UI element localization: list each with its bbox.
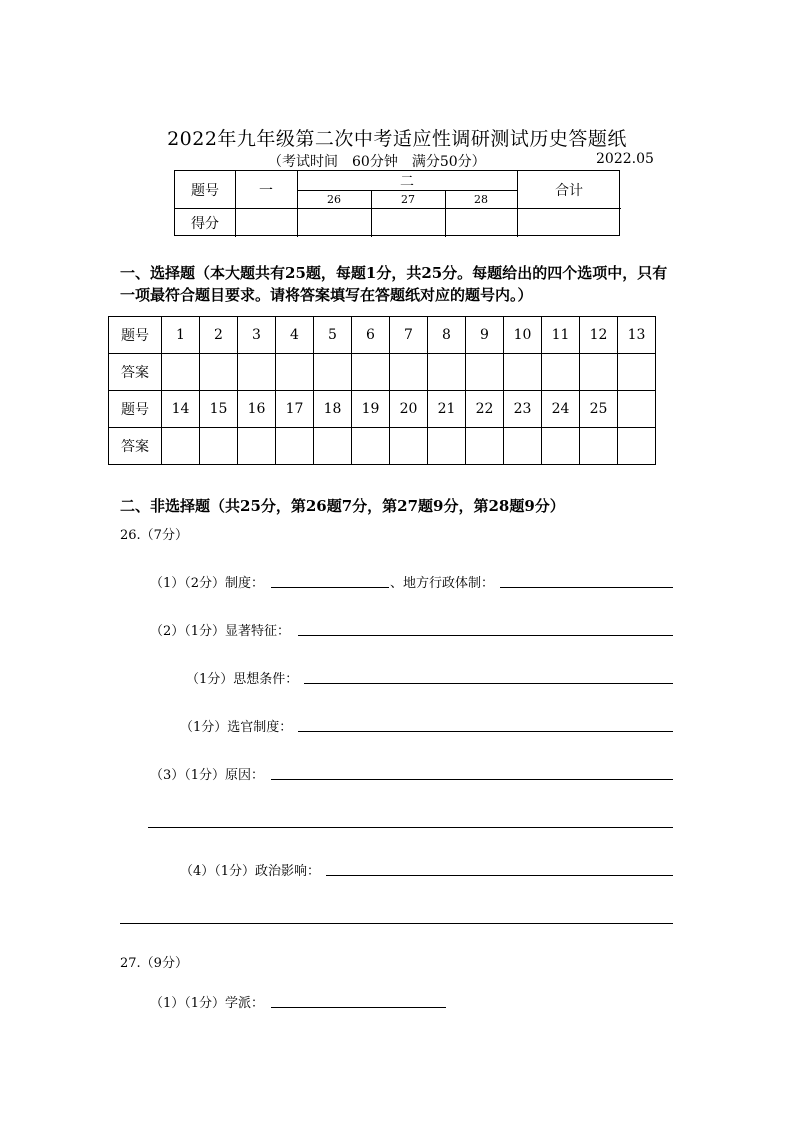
question-number: 12 <box>580 317 618 354</box>
question-number: 11 <box>542 317 580 354</box>
empty-cell <box>618 391 656 428</box>
q26-p1-label: （1）（2分）制度： <box>150 576 265 591</box>
q26-p3-answer-line-1[interactable] <box>271 779 673 780</box>
question-number: 6 <box>352 317 390 354</box>
question-number: 4 <box>276 317 314 354</box>
answer-cell[interactable] <box>466 428 504 465</box>
answer-cell[interactable] <box>542 428 580 465</box>
answer-cell[interactable] <box>580 428 618 465</box>
answer-cell[interactable] <box>542 354 580 391</box>
grid-row-numbers-2 <box>109 391 656 428</box>
q26-p1-mid-label: 、地方行政体制： <box>390 576 495 591</box>
question-number: 25 <box>580 391 618 428</box>
q27-p1-label: （1）（1分）学派： <box>150 996 265 1011</box>
question-number: 21 <box>428 391 466 428</box>
answer-cell[interactable] <box>200 428 238 465</box>
q27-p1-answer-line[interactable] <box>271 1007 446 1008</box>
answer-cell[interactable] <box>504 428 542 465</box>
answer-cell[interactable] <box>162 354 200 391</box>
question-number: 3 <box>238 317 276 354</box>
q26-label: 26.（7分） <box>120 528 188 543</box>
section-two-heading: 二、非选择题（共25分，第26题7分，第27题9分，第28题9分） <box>120 497 565 515</box>
answer-cell[interactable] <box>580 354 618 391</box>
answer-cell[interactable] <box>352 354 390 391</box>
question-number: 8 <box>428 317 466 354</box>
q26-p2b-answer-line[interactable] <box>304 683 673 684</box>
answer-cell[interactable] <box>390 354 428 391</box>
answer-cell[interactable] <box>276 354 314 391</box>
answer-cell[interactable] <box>314 354 352 391</box>
q26-p2c-answer-line[interactable] <box>298 731 673 732</box>
answer-cell[interactable] <box>390 428 428 465</box>
question-number: 22 <box>466 391 504 428</box>
page-title: 2022年九年级第二次中考适应性调研测试历史答题纸 <box>167 128 627 150</box>
answer-cell[interactable] <box>466 354 504 391</box>
q26-p2b-label: （1分）思想条件： <box>186 672 299 687</box>
grid-label: 题号 <box>109 391 162 428</box>
section-one-heading: 一、选择题（本大题共有25题，每题1分，共25分。每题给出的四个选项中，只有一项最符合题目要求。请将答案填写在答题纸对应的题号内。） <box>120 264 668 304</box>
q26-p3-label: （3）（1分）原因： <box>150 768 265 783</box>
q26-p1-answer-line-2[interactable] <box>500 587 673 588</box>
q26-p4-label: （4）（1分）政治影响： <box>180 864 321 879</box>
grid-label: 答案 <box>109 354 162 391</box>
answer-cell[interactable] <box>618 354 656 391</box>
q27-label: 27.（9分） <box>120 956 188 971</box>
question-number: 2 <box>200 317 238 354</box>
question-number: 14 <box>162 391 200 428</box>
grid-label: 答案 <box>109 428 162 465</box>
question-number: 9 <box>466 317 504 354</box>
exam-info: （考试时间 60分钟 满分50分） <box>268 154 486 170</box>
q26-p3-answer-line-2[interactable] <box>148 827 673 828</box>
score-q28: 28 <box>474 192 488 206</box>
answer-cell[interactable] <box>618 428 656 465</box>
answer-cell[interactable] <box>238 428 276 465</box>
answer-cell[interactable] <box>162 428 200 465</box>
question-number: 19 <box>352 391 390 428</box>
answer-cell[interactable] <box>276 428 314 465</box>
score-q26: 26 <box>327 192 341 206</box>
question-number: 18 <box>314 391 352 428</box>
answer-cell[interactable] <box>200 354 238 391</box>
question-number: 10 <box>504 317 542 354</box>
answer-cell[interactable] <box>504 354 542 391</box>
grid-row-answers-1 <box>109 354 656 391</box>
question-number: 15 <box>200 391 238 428</box>
score-part-one: 一 <box>259 182 273 199</box>
q26-p2-answer-line[interactable] <box>298 635 673 636</box>
question-number: 16 <box>238 391 276 428</box>
question-number: 20 <box>390 391 428 428</box>
grid-row-numbers-1 <box>109 317 656 354</box>
q26-p2c-label: （1分）选官制度： <box>180 720 293 735</box>
question-number: 7 <box>390 317 428 354</box>
question-number: 23 <box>504 391 542 428</box>
answer-grid <box>108 316 656 465</box>
q26-p1-answer-line-1[interactable] <box>271 587 389 588</box>
score-q27: 27 <box>401 192 415 206</box>
q26-p4-answer-line-2[interactable] <box>120 923 673 924</box>
grid-label: 题号 <box>109 317 162 354</box>
score-table <box>174 170 620 236</box>
question-number: 17 <box>276 391 314 428</box>
answer-cell[interactable] <box>314 428 352 465</box>
score-row-label: 得分 <box>191 215 219 232</box>
q26-p2-label: （2）（1分）显著特征： <box>150 624 291 639</box>
grid-row-answers-2 <box>109 428 656 465</box>
question-number: 1 <box>162 317 200 354</box>
question-number: 24 <box>542 391 580 428</box>
question-number: 13 <box>618 317 656 354</box>
exam-date: 2022.05 <box>596 151 654 167</box>
q26-p4-answer-line-1[interactable] <box>326 875 673 876</box>
answer-cell[interactable] <box>428 354 466 391</box>
answer-cell[interactable] <box>428 428 466 465</box>
score-col-label: 题号 <box>191 182 219 199</box>
answer-cell[interactable] <box>352 428 390 465</box>
question-number: 5 <box>314 317 352 354</box>
score-total: 合计 <box>555 182 583 199</box>
score-part-two: 二 <box>400 173 414 190</box>
answer-cell[interactable] <box>238 354 276 391</box>
